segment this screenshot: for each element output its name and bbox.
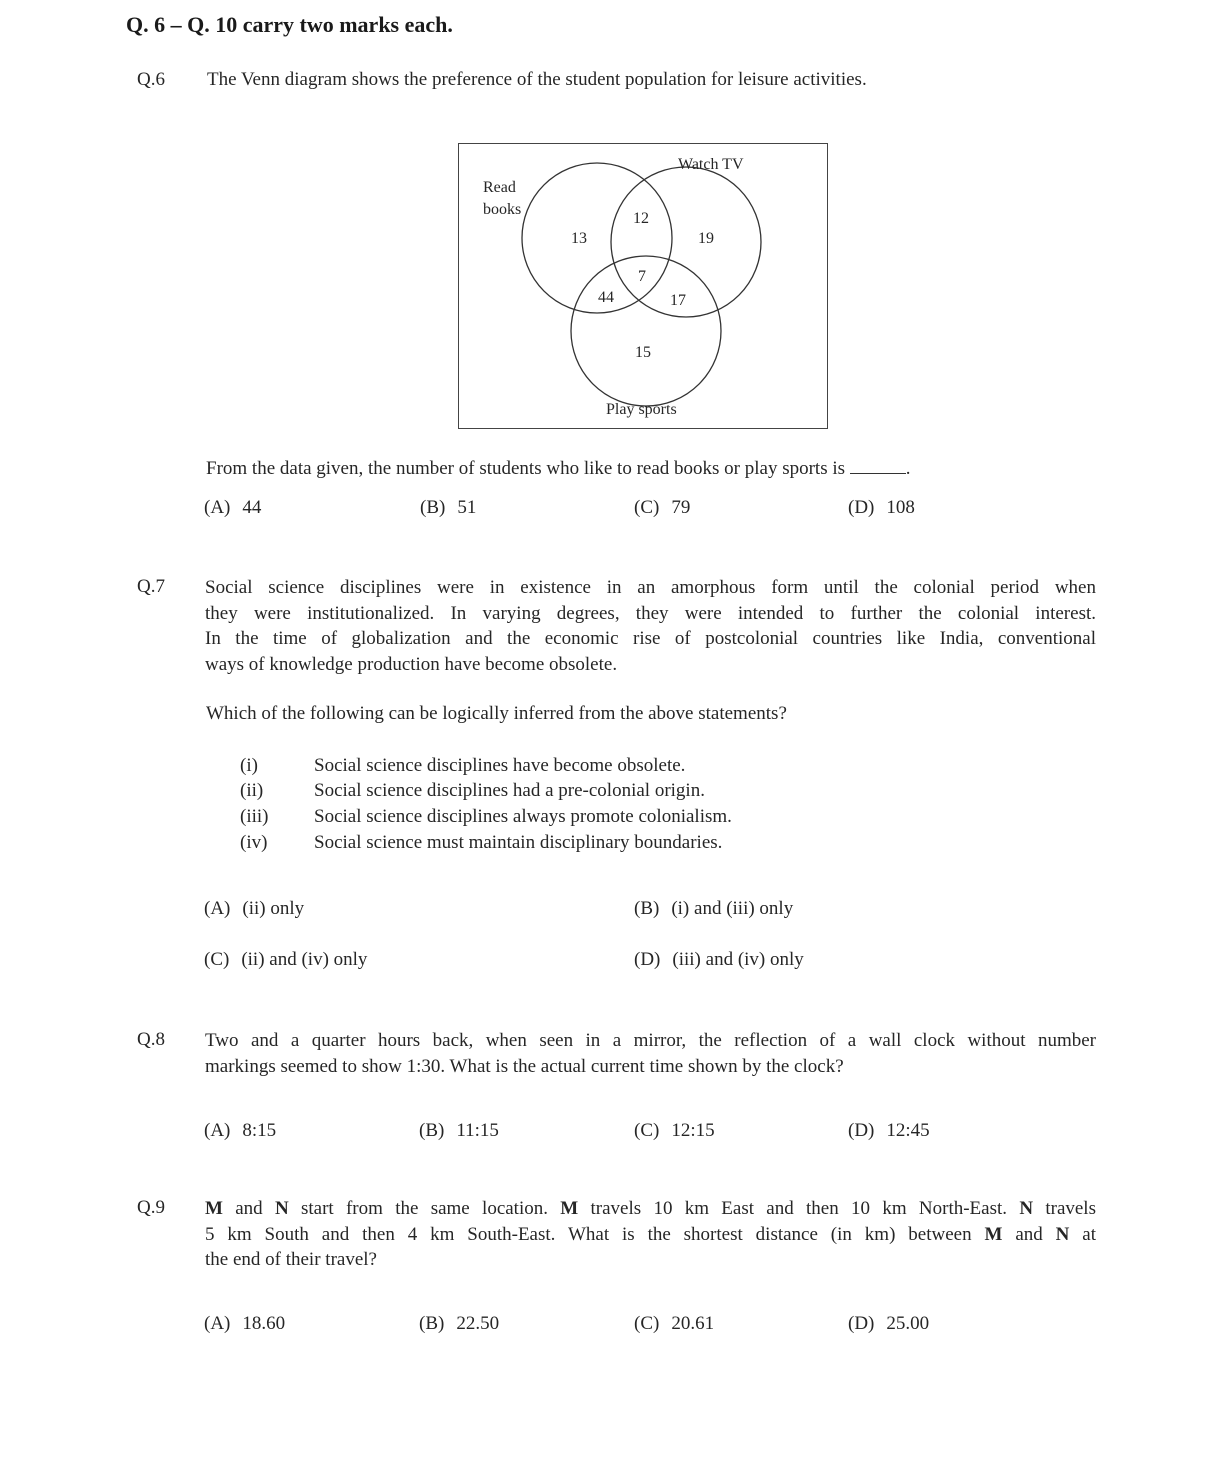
q7-statement-text: Social science disciplines had a pre-colonial origin. xyxy=(314,780,705,801)
option-label: (A) xyxy=(204,898,231,919)
q8-paragraph xyxy=(205,1028,1096,1079)
option-value: 11:15 xyxy=(456,1120,499,1141)
q7-statement-num: (ii) xyxy=(240,780,264,801)
q9-text: travels xyxy=(1033,1198,1096,1219)
venn-value-read-only: 13 xyxy=(571,230,587,247)
q7-statement-num: (iv) xyxy=(240,832,268,853)
option-label: (B) xyxy=(419,1120,445,1141)
option-label: (A) xyxy=(204,1313,231,1334)
option-value: 79 xyxy=(671,497,691,518)
option-label: (C) xyxy=(204,949,230,970)
q9-text: and xyxy=(1002,1223,1056,1245)
venn-label-watch-tv: Watch TV xyxy=(678,156,744,173)
q9-option-c[interactable] xyxy=(634,1313,714,1335)
option-label: (C) xyxy=(634,497,660,518)
option-value: 12:45 xyxy=(886,1120,930,1141)
venn-value-all-three: 7 xyxy=(638,268,646,285)
q7-statement-text: Social science disciplines have become obsolete. xyxy=(314,755,686,776)
q7-statement-num: (iii) xyxy=(240,806,269,827)
option-value: 51 xyxy=(457,497,477,518)
venn-circle-play-sports xyxy=(571,256,721,406)
option-value: 25.00 xyxy=(886,1313,930,1334)
q9-option-a[interactable] xyxy=(204,1313,285,1335)
option-label: (D) xyxy=(634,949,661,970)
q7-question: Which of the following can be logically inferred from the above statements? xyxy=(206,703,787,724)
q6-option-c[interactable] xyxy=(634,497,690,519)
q9-text: travels 10 km East and then 10 km North-East. xyxy=(578,1198,1020,1219)
q9-option-b[interactable] xyxy=(419,1313,499,1335)
option-label: (A) xyxy=(204,497,231,518)
q6-question-end: . xyxy=(905,458,911,479)
q6-question-text: From the data given, the number of students who like to read books or play sports is xyxy=(206,458,846,479)
q6-option-d[interactable] xyxy=(848,497,915,519)
venn-value-tv-only: 19 xyxy=(698,230,714,247)
n-label: N xyxy=(1055,1223,1070,1245)
venn-value-read-sports: 44 xyxy=(598,289,614,306)
q8-option-c[interactable] xyxy=(634,1120,715,1142)
option-value: 8:15 xyxy=(242,1120,277,1141)
q7-statement-num: (i) xyxy=(240,755,258,776)
answer-blank xyxy=(850,459,906,474)
q6-option-a[interactable] xyxy=(204,497,261,519)
q7-number: Q.7 xyxy=(137,576,165,597)
option-value: (ii) and (iv) only xyxy=(241,949,368,970)
q6-option-b[interactable] xyxy=(420,497,476,519)
option-label: (B) xyxy=(420,497,446,518)
venn-circle-watch-tv xyxy=(611,167,761,317)
q6-text: The Venn diagram shows the preference of the student population for leisure activities. xyxy=(207,69,867,90)
q8-number: Q.8 xyxy=(137,1029,165,1050)
venn-value-read-tv: 12 xyxy=(633,210,649,227)
q8-paragraph-line: Two and a quarter hours back, when seen in a mirror, the reflection of a wall clock without number xyxy=(205,1030,1096,1051)
q7-statement-text: Social science disciplines always promote colonialism. xyxy=(314,806,732,827)
q7-paragraph xyxy=(205,575,1096,677)
venn-value-tv-sports: 17 xyxy=(670,292,686,309)
q9-paragraph-line xyxy=(205,1222,1096,1248)
venn-label-read: Read xyxy=(483,179,516,196)
q8-option-b[interactable] xyxy=(419,1120,499,1142)
option-value: (i) and (iii) only xyxy=(671,898,794,919)
q6-number: Q.6 xyxy=(137,69,165,90)
option-label: (D) xyxy=(848,497,875,518)
q7-option-d[interactable] xyxy=(634,949,804,971)
q7-option-b[interactable] xyxy=(634,898,793,920)
option-label: (D) xyxy=(848,1313,875,1334)
option-value: 12:15 xyxy=(671,1120,715,1141)
option-value: 44 xyxy=(242,497,262,518)
q8-option-a[interactable] xyxy=(204,1120,276,1142)
option-label: (B) xyxy=(419,1313,445,1334)
venn-diagram xyxy=(458,143,828,429)
q6-question xyxy=(206,458,911,480)
m-label: M xyxy=(984,1223,1003,1245)
n-label: N xyxy=(1019,1198,1034,1219)
q7-statement-text: Social science must maintain disciplinary boundaries. xyxy=(314,832,723,853)
option-value: 22.50 xyxy=(456,1313,500,1334)
m-label: M xyxy=(205,1198,223,1219)
option-label: (D) xyxy=(848,1120,875,1141)
q9-paragraph xyxy=(205,1196,1096,1273)
q7-option-a[interactable] xyxy=(204,898,304,920)
venn-label-play-sports: Play sports xyxy=(606,401,677,418)
venn-value-sports-only: 15 xyxy=(635,344,651,361)
option-value: 18.60 xyxy=(242,1313,286,1334)
option-value: 108 xyxy=(886,497,915,518)
q9-paragraph-line: the end of their travel? xyxy=(205,1249,377,1270)
option-label: (B) xyxy=(634,898,660,919)
m-label: M xyxy=(560,1198,579,1219)
q8-option-d[interactable] xyxy=(848,1120,930,1142)
n-label: N xyxy=(274,1198,289,1219)
option-value: (iii) and (iv) only xyxy=(672,949,804,970)
option-value: 20.61 xyxy=(671,1313,715,1334)
q7-paragraph-line: Social science disciplines were in existence in an amorphous form until the colonial period when xyxy=(205,577,1096,598)
q9-paragraph-line xyxy=(205,1196,1096,1222)
q9-text: start from the same location. xyxy=(288,1198,561,1219)
venn-label-books: books xyxy=(483,201,522,218)
q9-text: at xyxy=(1069,1223,1096,1245)
q9-text: and xyxy=(222,1198,275,1219)
q8-paragraph-line: markings seemed to show 1:30. What is the actual current time shown by the clock? xyxy=(205,1055,844,1077)
venn-circle-read-books xyxy=(522,163,672,313)
q7-option-c[interactable] xyxy=(204,949,367,971)
option-value: (ii) only xyxy=(242,898,305,919)
q7-paragraph-line: ways of knowledge production have become obsolete. xyxy=(205,653,618,675)
q9-option-d[interactable] xyxy=(848,1313,929,1335)
q9-text: 5 km South and then 4 km South-East. What is the shortest distance (in km) between xyxy=(205,1223,985,1245)
q7-paragraph-line: they were institutionalized. In varying degrees, they were intended to further the colonial interest. xyxy=(205,602,1096,624)
q9-number: Q.9 xyxy=(137,1197,165,1218)
option-label: (C) xyxy=(634,1120,660,1141)
option-label: (A) xyxy=(204,1120,231,1141)
option-label: (C) xyxy=(634,1313,660,1334)
section-header: Q. 6 – Q. 10 carry two marks each. xyxy=(126,12,453,37)
q7-paragraph-line: In the time of globalization and the economic rise of postcolonial countries like India, conventional xyxy=(205,628,1096,649)
